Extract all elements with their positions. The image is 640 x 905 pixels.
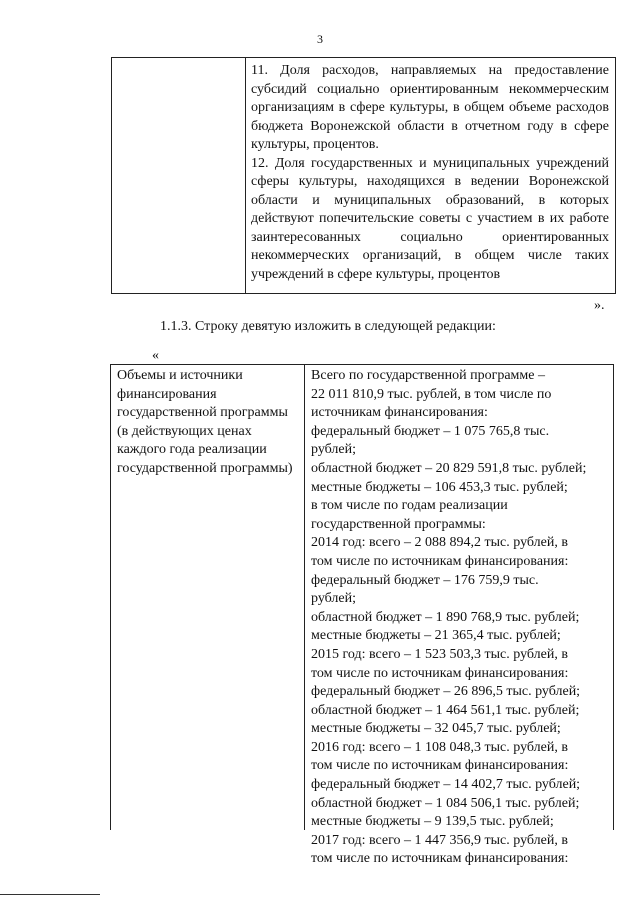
funding-line: в том числе по годам реализации bbox=[311, 498, 508, 514]
funding-line: 2016 год: всего – 1 108 048,3 тыс. рублей, в bbox=[311, 739, 568, 755]
opening-quote-mark: « bbox=[152, 348, 159, 363]
funding-label-cell bbox=[111, 365, 305, 830]
funding-line: федеральный бюджет – 26 896,5 тыс. рублей; bbox=[311, 684, 581, 700]
funding-line: областной бюджет – 1 464 561,1 тыс. рублей; bbox=[311, 702, 580, 718]
funding-line: областной бюджет – 1 084 506,1 тыс. рублей; bbox=[311, 795, 580, 811]
funding-line: Всего по государственной программе – bbox=[311, 368, 545, 383]
amendment-instruction: 1.1.3. Строку девятую изложить в следующей редакции: bbox=[160, 319, 496, 334]
funding-line: местные бюджеты – 21 365,4 тыс. рублей; bbox=[311, 628, 561, 644]
funding-line: том числе по источникам финансирования: bbox=[311, 758, 569, 774]
funding-line: местные бюджеты – 32 045,7 тыс. рублей; bbox=[311, 721, 561, 737]
empty-left-cell bbox=[112, 58, 246, 293]
funding-line: государственной программы: bbox=[311, 516, 486, 532]
funding-line: 2015 год: всего – 1 523 503,3 тыс. рублей, в bbox=[311, 646, 568, 662]
indicator-item-11: 11. Доля расходов, направляемых на предоставление субсидий социально ориентированным некоммерческим организациям в сфере культуры, в общем объеме расходов бюджета Воронежской области в отчетном году в сфере культуры, процентов. bbox=[251, 63, 609, 152]
funding-line: областной бюджет – 1 890 768,9 тыс. рублей; bbox=[311, 609, 580, 625]
funding-line: федеральный бюджет – 176 759,9 тыс. bbox=[311, 572, 539, 588]
funding-details-cell bbox=[311, 367, 607, 869]
funding-line: рублей; bbox=[311, 591, 356, 607]
closing-quote-mark: ». bbox=[594, 298, 605, 313]
funding-line: том числе по источникам финансирования: bbox=[311, 665, 569, 681]
indicators-cell bbox=[251, 62, 609, 284]
funding-line: источникам финансирования: bbox=[311, 405, 488, 421]
funding-line: рублей; bbox=[311, 442, 356, 458]
funding-label: Объемы и источники финансирования государственной программы (в действующих ценах каждого года реализации государственной программы) bbox=[117, 368, 293, 476]
funding-line: федеральный бюджет – 1 075 765,8 тыс. bbox=[311, 423, 550, 439]
indicator-item-12: 12. Доля государственных и муниципальных учреждений сферы культуры, находящихся в ведении Воронежской области и муниципальных образований, в которых действуют попечительские советы с участием в их работе заинтересованных социально ориентированных некоммерческих организаций, в общем числе таких учреждений в сфере культуры, процентов bbox=[251, 155, 609, 282]
funding-line: том числе по источникам финансирования: bbox=[311, 553, 569, 569]
funding-table bbox=[110, 364, 614, 867]
funding-line: местные бюджеты – 106 453,3 тыс. рублей; bbox=[311, 479, 568, 495]
funding-line: областной бюджет – 20 829 591,8 тыс. рублей; bbox=[311, 460, 587, 476]
funding-line: 2017 год: всего – 1 447 356,9 тыс. рублей, в bbox=[311, 832, 568, 848]
page-number: 3 bbox=[317, 32, 323, 46]
funding-line: том числе по источникам финансирования: bbox=[311, 851, 569, 867]
funding-line: федеральный бюджет – 14 402,7 тыс. рублей; bbox=[311, 777, 581, 793]
funding-line: местные бюджеты – 9 139,5 тыс. рублей; bbox=[311, 814, 554, 830]
indicators-table-fragment bbox=[111, 57, 616, 294]
funding-line: 22 011 810,9 тыс. рублей, в том числе по bbox=[311, 386, 552, 402]
footer-rule bbox=[0, 894, 100, 895]
funding-line: 2014 год: всего – 2 088 894,2 тыс. рублей, в bbox=[311, 535, 568, 551]
